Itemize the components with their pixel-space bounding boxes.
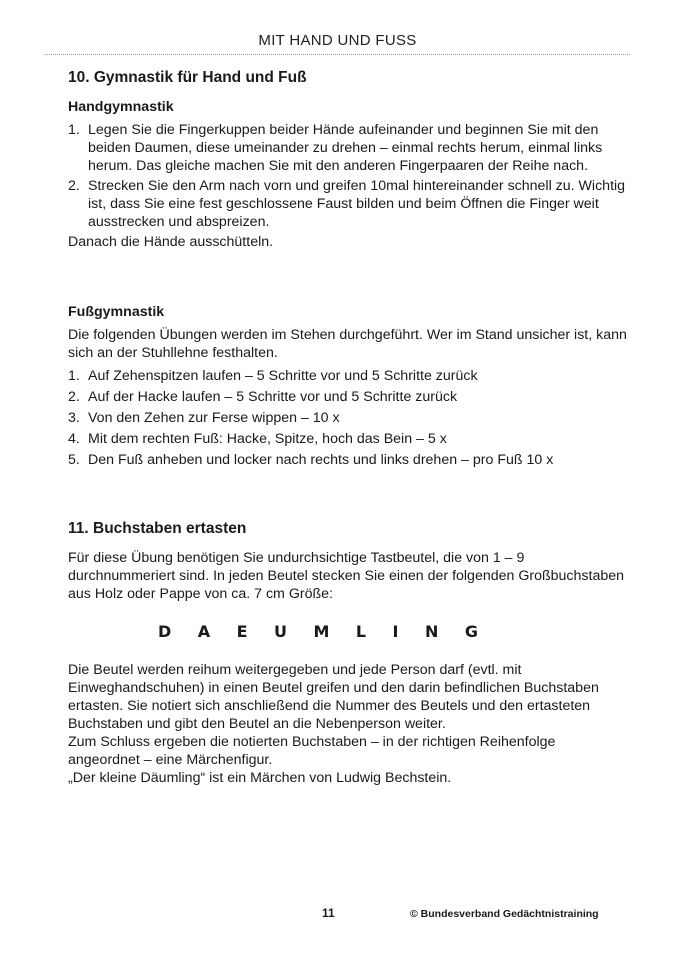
list-number: 5. xyxy=(68,452,80,468)
list-text: Mit dem rechten Fuß: Hacke, Spitze, hoch das Bein – 5 x xyxy=(88,431,447,447)
list-item xyxy=(68,367,630,385)
foot-gymnastics-heading: Fußgymnastik xyxy=(68,304,165,320)
section-10-heading: 10. Gymnastik für Hand und Fuß xyxy=(68,69,307,86)
list-text: Strecken Sie den Arm nach vorn und greifen 10mal hintereinander schnell zu. Wichtig ist, dass Sie eine fest geschlossene Faust bilden und beim Öffnen die Finger weit ausstrecken und abspreizen. xyxy=(88,178,626,230)
list-item xyxy=(68,430,630,448)
foot-intro-text: Die folgenden Übungen werden im Stehen durchgeführt. Wer im Stand unsicher ist, kann sich an der Stuhllehne festhalten. xyxy=(68,327,627,361)
list-number: 3. xyxy=(68,410,80,426)
list-text: Legen Sie die Fingerkuppen beider Hände aufeinander und beginnen Sie mit den beiden Daumen, diese umeinander zu drehen – einmal rechts herum, einmal links herum. Das gleiche machen Sie mit den anderen Fingerpaaren der Reihe nach. xyxy=(88,122,603,174)
section-11-body-1: Die Beutel werden reihum weitergegeben und jede Person darf (evtl. mit Einweghandschuhen) in einen Beutel greifen und den darin befindlichen Buchstaben ertasten. Sie notiert sich anschließend die Nummer des Beutels und den ertasteten Buchstaben und gibt den Beutel an die Nebenperson weiter. xyxy=(68,662,599,732)
letter: U xyxy=(274,622,288,641)
header-divider xyxy=(45,54,630,55)
list-item xyxy=(68,121,630,175)
list-number: 4. xyxy=(68,431,80,447)
section-11-heading: 11. Buchstaben ertasten xyxy=(68,520,247,537)
copyright-notice: © Bundesverband Gedächtnistraining xyxy=(410,908,599,920)
hand-exercise-list xyxy=(68,121,630,231)
section-11-body-2: Zum Schluss ergeben die notierten Buchstaben – in der richtigen Reihenfolge angeordnet – eine Märchenfigur. xyxy=(68,734,556,768)
page-content xyxy=(68,68,630,787)
list-number: 1. xyxy=(68,368,80,384)
spacer xyxy=(68,251,630,303)
list-item xyxy=(68,388,630,406)
list-text: Den Fuß anheben und locker nach rechts und links drehen – pro Fuß 10 x xyxy=(88,452,554,468)
list-text: Von den Zehen zur Ferse wippen – 10 x xyxy=(88,410,340,426)
page-number: 11 xyxy=(322,906,335,920)
running-header: MIT HAND UND FUSS xyxy=(258,32,417,49)
letter: I xyxy=(392,622,399,641)
letter: G xyxy=(464,622,478,641)
hand-closing-text: Danach die Hände ausschütteln. xyxy=(68,234,274,250)
letter: D xyxy=(158,622,172,641)
section-11-intro: Für diese Übung benötigen Sie undurchsichtige Tastbeutel, die von 1 – 9 durchnummeriert sind. In jeden Beutel stecken Sie einen der folgenden Großbuchstaben aus Holz oder Pappe von ca. 7 cm Größe: xyxy=(68,550,625,602)
letter: N xyxy=(424,622,439,641)
list-number: 2. xyxy=(68,389,80,405)
letter: E xyxy=(236,622,248,641)
hand-gymnastics-heading: Handgymnastik xyxy=(68,99,174,115)
section-11-body-3: „Der kleine Däumling“ ist ein Märchen von Ludwig Bechstein. xyxy=(68,770,452,786)
letter-sequence xyxy=(158,623,478,641)
list-text: Auf der Hacke laufen – 5 Schritte vor und 5 Schritte zurück xyxy=(88,389,458,405)
list-number: 2. xyxy=(68,178,80,194)
spacer xyxy=(68,472,630,519)
foot-exercise-list xyxy=(68,367,630,469)
letter: M xyxy=(313,622,330,641)
list-text: Auf Zehenspitzen laufen – 5 Schritte vor und 5 Schritte zurück xyxy=(88,368,478,384)
list-item xyxy=(68,177,630,231)
letter: L xyxy=(355,622,367,641)
list-item xyxy=(68,451,630,469)
list-number: 1. xyxy=(68,122,80,138)
list-item xyxy=(68,409,630,427)
letter: A xyxy=(197,622,211,641)
